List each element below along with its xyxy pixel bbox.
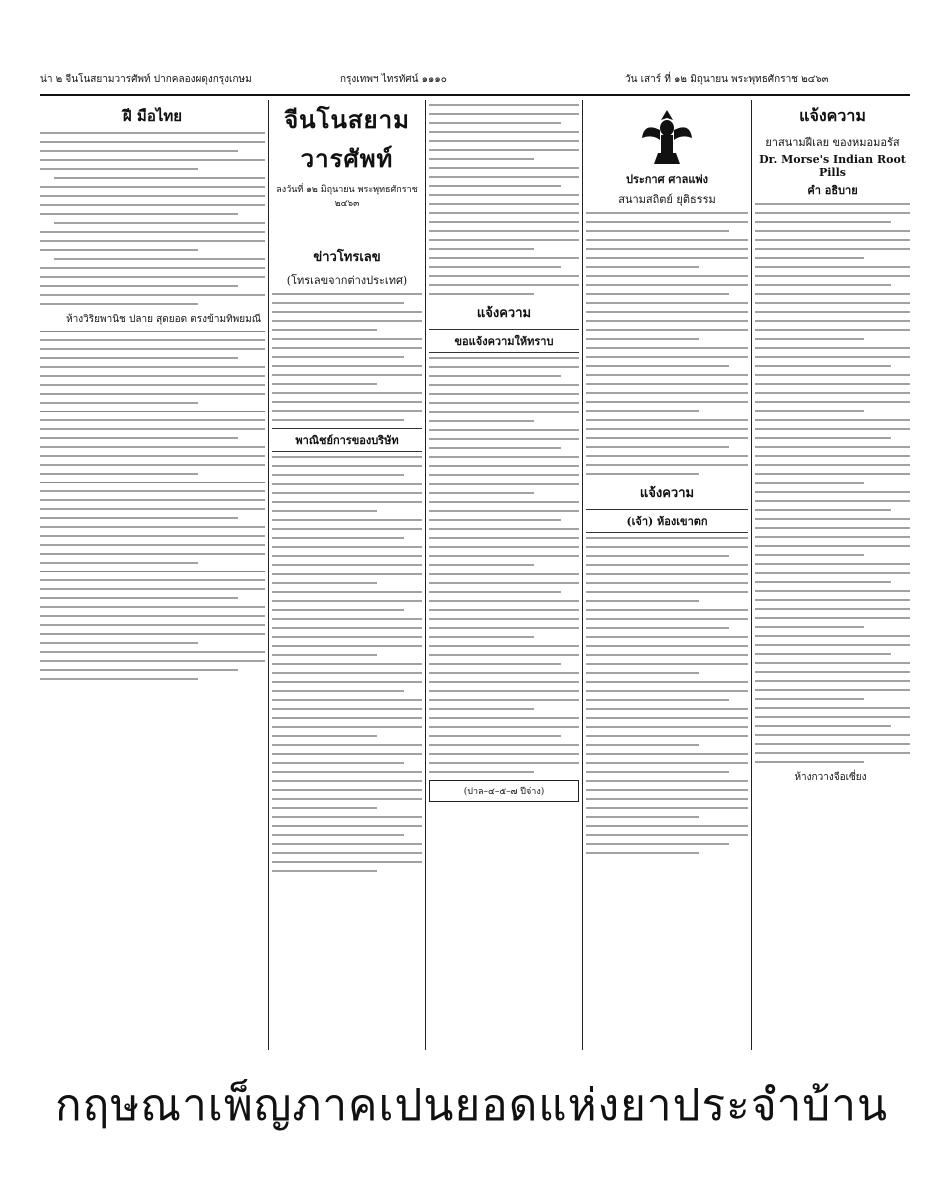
- col4-text-bottom: [586, 537, 748, 854]
- col5-heading: แจ้งความ: [799, 106, 866, 125]
- col1-signature: ห้างวิริยพานิช ปลาย สุดยอด ตรงข้ามทิพยมณี: [66, 314, 261, 325]
- court-office-sub: สนามสถิตย์ ยุติธรรม: [618, 193, 716, 206]
- news-heading: ข่าวโทรเลข: [313, 250, 381, 265]
- col1-text-ads: [40, 331, 265, 680]
- newspaper-page: [40, 60, 910, 1055]
- col3-ad-heading: แจ้งความ: [476, 306, 532, 321]
- col5-explain-heading: คำ อธิบาย: [807, 184, 858, 197]
- col4-text-top: [586, 212, 748, 475]
- col2-text-bottom: [272, 456, 422, 872]
- col4-ad-subheading: (เจ้า) ห้องเขาตก: [586, 509, 748, 533]
- column-1: [40, 100, 265, 1050]
- col5-text: [755, 203, 910, 763]
- header-right: วัน เสาร์ ที่ ๑๒ มิถุนายน พระพุทธศักราช ๒๔๖๓: [625, 74, 829, 85]
- col2-box-heading: พาณิชย์การของบริษัท: [272, 428, 422, 452]
- column-3: [429, 100, 579, 1050]
- page-header: [40, 60, 910, 96]
- column-4: [586, 100, 748, 1050]
- header-center: กรุงเทพฯ ไทรทัศน์ ๑๑๑๐: [340, 74, 447, 85]
- col2-text-news: [272, 293, 422, 421]
- col3-note: (ปาล–๔–๕–๗ ปีจ่าง): [429, 780, 579, 802]
- news-subheading: (โทรเลขจากต่างประเทศ): [286, 274, 408, 287]
- col5-subheading-thai: ยาสนามฝีเลย ของหมอมอรัส: [765, 136, 900, 149]
- col4-ad-heading: แจ้งความ: [639, 486, 695, 501]
- bottom-banner: กฤษณาเพ็ญภาคเปนยอดแห่งยาประจำบ้าน: [54, 1080, 889, 1131]
- header-left: น่า ๒ จีนโนสยามวารศัพท์ ปากคลองผดุงกรุงเกษม: [40, 74, 252, 85]
- masthead-title: จีนโนสยามวารศัพท์: [284, 105, 410, 173]
- col3-text-top: [429, 104, 579, 295]
- garuda-emblem: [640, 108, 694, 166]
- col5-product-name: Dr. Morse's Indian Root Pills: [759, 153, 906, 179]
- column-2: [272, 100, 422, 1050]
- col1-heading: ฝี มือไทย: [122, 107, 183, 125]
- col3-text-bottom: [429, 357, 579, 773]
- column-5: [755, 100, 910, 1050]
- court-office: ประกาศ ศาลแพ่ง: [625, 173, 709, 186]
- col3-ad-subheading: ขอแจ้งความให้ทราบ: [429, 329, 579, 353]
- col1-text-top: [40, 132, 265, 305]
- col5-signature: ห้างกวางจือเซี่ยง: [794, 772, 867, 783]
- masthead-date: ลงวันที่ ๑๒ มิถุนายน พระพุทธศักราช ๒๔๖๓: [276, 185, 418, 209]
- garuda-emblem-icon: [640, 108, 694, 166]
